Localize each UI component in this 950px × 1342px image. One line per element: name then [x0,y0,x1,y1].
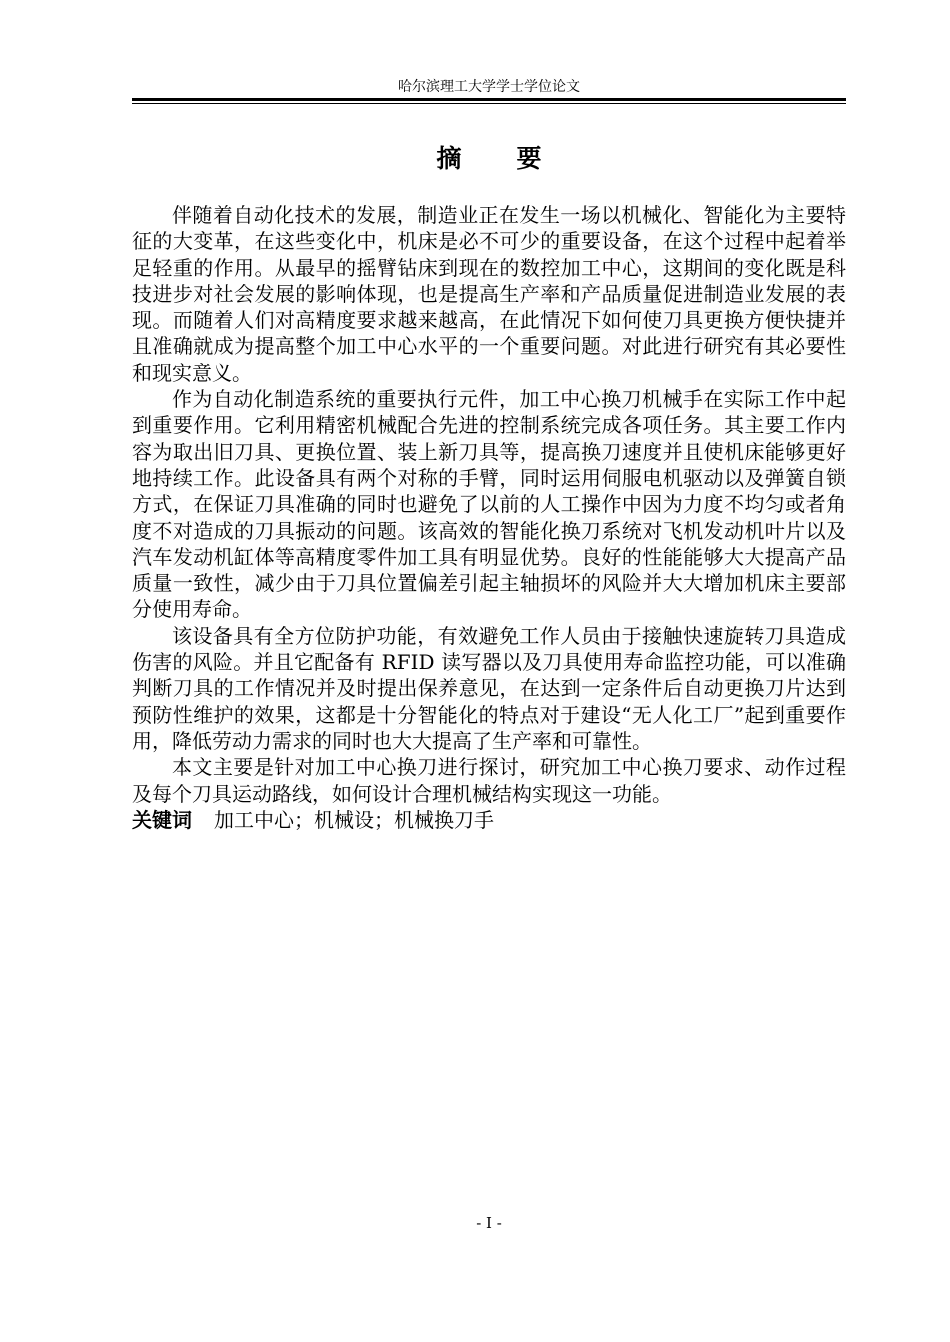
abstract-paragraph-2: 作为自动化制造系统的重要执行元件，加工中心换刀机械手在实际工作中起到重要作用。它利用精密机械配合先进的控制系统完成各项任务。其主要工作内容为取出旧刀具、更换位置、装上新刀具等，提高换刀速度并且使机床能够更好地持续工作。此设备具有两个对称的手臂，同时运用伺服电机驱动以及弹簧自锁方式，在保证刀具准确的同时也避免了以前的人工操作中因为力度不均匀或者角度不对造成的刀具振动的问题。该高效的智能化换刀系统对飞机发动机叶片以及汽车发动机缸体等高精度零件加工具有明显优势。良好的性能能够大大提高产品质量一致性，减少由于刀具位置偏差引起主轴损坏的风险并大大增加机床主要部分使用寿命。 [132,387,846,622]
abstract-paragraph-3: 该设备具有全方位防护功能，有效避免工作人员由于接触快速旋转刀具造成伤害的风险。并且它配备有 RFID 读写器以及刀具使用寿命监控功能，可以准确判断刀具的工作情况并及时提出保养意见，在达到一定条件后自动更换刀片达到预防性维护的效果，这都是十分智能化的特点对于建设“无人化工厂”起到重要作用，降低劳动力需求的同时也大大提高了生产率和可靠性。 [132,623,846,753]
abstract-paragraph-4: 本文主要是针对加工中心换刀进行探讨，研究加工中心换刀要求、动作过程及每个刀具运动路线，如何设计合理机械结构实现这一功能。 [132,755,846,806]
page-number: - I - [476,1214,502,1232]
abstract-body [132,202,846,833]
header-rule-thin [132,103,846,104]
running-header: 哈尔滨理工大学学士学位论文 [398,79,580,95]
abstract-title: 摘要 [436,144,597,173]
keywords-line [132,807,846,833]
abstract-paragraph-1: 伴随着自动化技术的发展，制造业正在发生一场以机械化、智能化为主要特征的大变革，在这些变化中，机床是必不可少的重要设备，在这个过程中起着举足轻重的作用。从最早的摇臂钻床到现在的数控加工中心，这期间的变化既是科技进步对社会发展的影响体现，也是提高生产率和产品质量促进制造业发展的表现。而随着人们对高精度要求越来越高，在此情况下如何使刀具更换方便快捷并且准确就成为提高整个加工中心水平的一个重要问题。对此进行研究有其必要性和现实意义。 [132,203,846,385]
keywords-value: 加工中心；机械设；机械换刀手 [214,807,494,832]
header-rule-thick [132,98,846,101]
keywords-label: 关键词 [132,807,192,832]
